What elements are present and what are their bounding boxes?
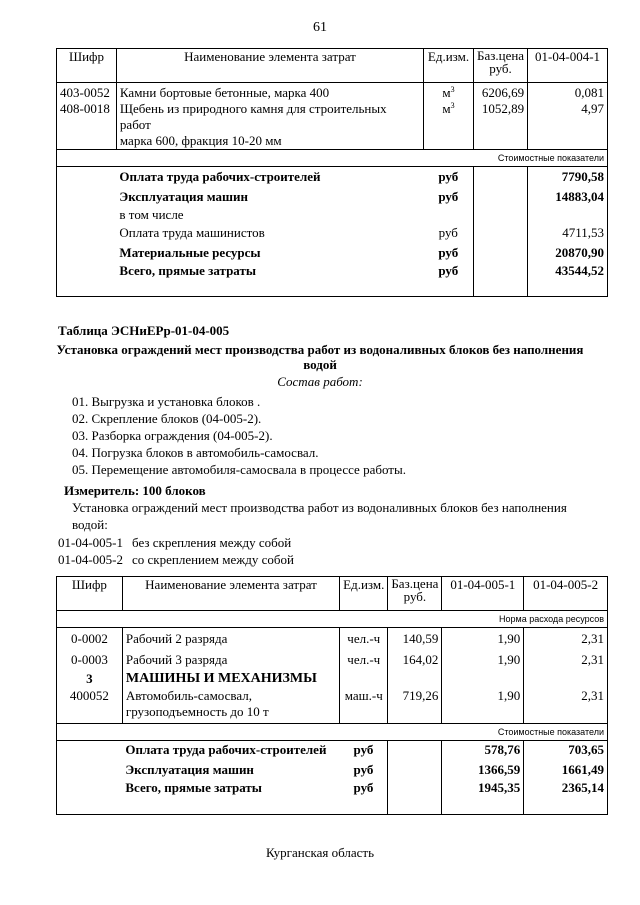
total-row: Всего, прямые затраты руб 1945,35 2365,14: [57, 780, 608, 814]
header-rate-1: 01-04-005-1: [442, 577, 524, 611]
list-item: 05. Перемещение автомобиля-самосвала в процессе работы.: [72, 462, 406, 477]
total-row: в том числе: [57, 207, 608, 223]
measure: Измеритель: 100 блоков: [64, 483, 206, 498]
total-row: Материальные ресурсы руб 20870,90: [57, 243, 608, 263]
work-list: [72, 393, 406, 478]
total-row: Оплата труда рабочих-строителей руб 7790,58: [57, 167, 608, 187]
total-row: Оплата труда машинистов руб 4711,53: [57, 223, 608, 243]
list-item: 02. Скрепление блоков (04-005-2).: [72, 411, 262, 426]
table1-header: [57, 49, 608, 83]
section-row: Стоимостные показатели: [57, 723, 608, 740]
composition-title: Состав работ:: [277, 374, 363, 389]
header-code: Шифр: [57, 49, 117, 83]
table2-header: [57, 577, 608, 611]
table-row: 0-0002 Рабочий 2 разряда чел.-ч 140,59 1,90 2,31: [57, 628, 608, 650]
list-item: 03. Разборка ограждения (04-005-2).: [72, 428, 273, 443]
table-row: 400052 Автомобиль-самосвал, грузоподъемность до 10 т маш.-ч 719,26 1,90 2,31: [57, 688, 608, 724]
total-row: Всего, прямые затраты руб 43544,52: [57, 263, 608, 297]
total-row: Эксплуатация машин руб 1366,59 1661,49: [57, 760, 608, 780]
list-item: 01-04-005-2 со скреплением между собой: [58, 552, 294, 567]
header-price: Баз.цена руб.: [474, 49, 528, 83]
section-row: Норма расхода ресурсов: [57, 611, 608, 628]
header-name: Наименование элемента затрат: [116, 49, 423, 83]
table-row: 408-0018 Щебень из природного камня для строительных работ марка 600, фракция 10-20 мм $м^3$ 1052,89 4,97: [57, 101, 608, 150]
cost-table-2: [56, 576, 608, 815]
table-row: 403-0052 Камни бортовые бетонные, марка 400 $м^3$ 6206,69 0,081: [57, 83, 608, 102]
list-item: 01. Выгрузка и установка блоков .: [72, 394, 261, 409]
header-price: Баз.цена руб.: [388, 577, 442, 611]
list-item: 01-04-005-1 без скрепления между собой: [58, 535, 292, 550]
footer-region: Курганская область: [265, 845, 375, 860]
table-row: 0-0003 Рабочий 3 разряда чел.-ч 164,02 1,90 2,31: [57, 650, 608, 670]
header-rate: 01-04-004-1: [528, 49, 608, 83]
section-heading: Установка ограждений мест производства работ из водоналивных блоков без наполнения водой: [56, 342, 584, 372]
cost-table-1: [56, 48, 608, 297]
section-row: Стоимостные показатели: [57, 150, 608, 167]
total-row: Оплата труда рабочих-строителей руб 578,76 703,65: [57, 740, 608, 760]
header-code: Шифр: [57, 577, 123, 611]
header-name: Наименование элемента затрат: [122, 577, 339, 611]
variant-list: [58, 534, 294, 568]
header-rate-2: 01-04-005-2: [524, 577, 608, 611]
header-unit: Ед.изм.: [340, 577, 388, 611]
total-row: Эксплуатация машин руб 14883,04: [57, 187, 608, 207]
page-number: 61: [313, 20, 327, 35]
table-title: Таблица ЭСНиЕРр-01-04-005: [58, 323, 230, 338]
list-item: 04. Погрузка блоков в автомобиль-самосвал.: [72, 445, 319, 460]
header-unit: Ед.изм.: [424, 49, 474, 83]
group-row: 3 МАШИНЫ И МЕХАНИЗМЫ: [57, 670, 608, 688]
description: Установка ограждений мест производства работ из водоналивных блоков без наполнения водой:: [72, 500, 567, 532]
